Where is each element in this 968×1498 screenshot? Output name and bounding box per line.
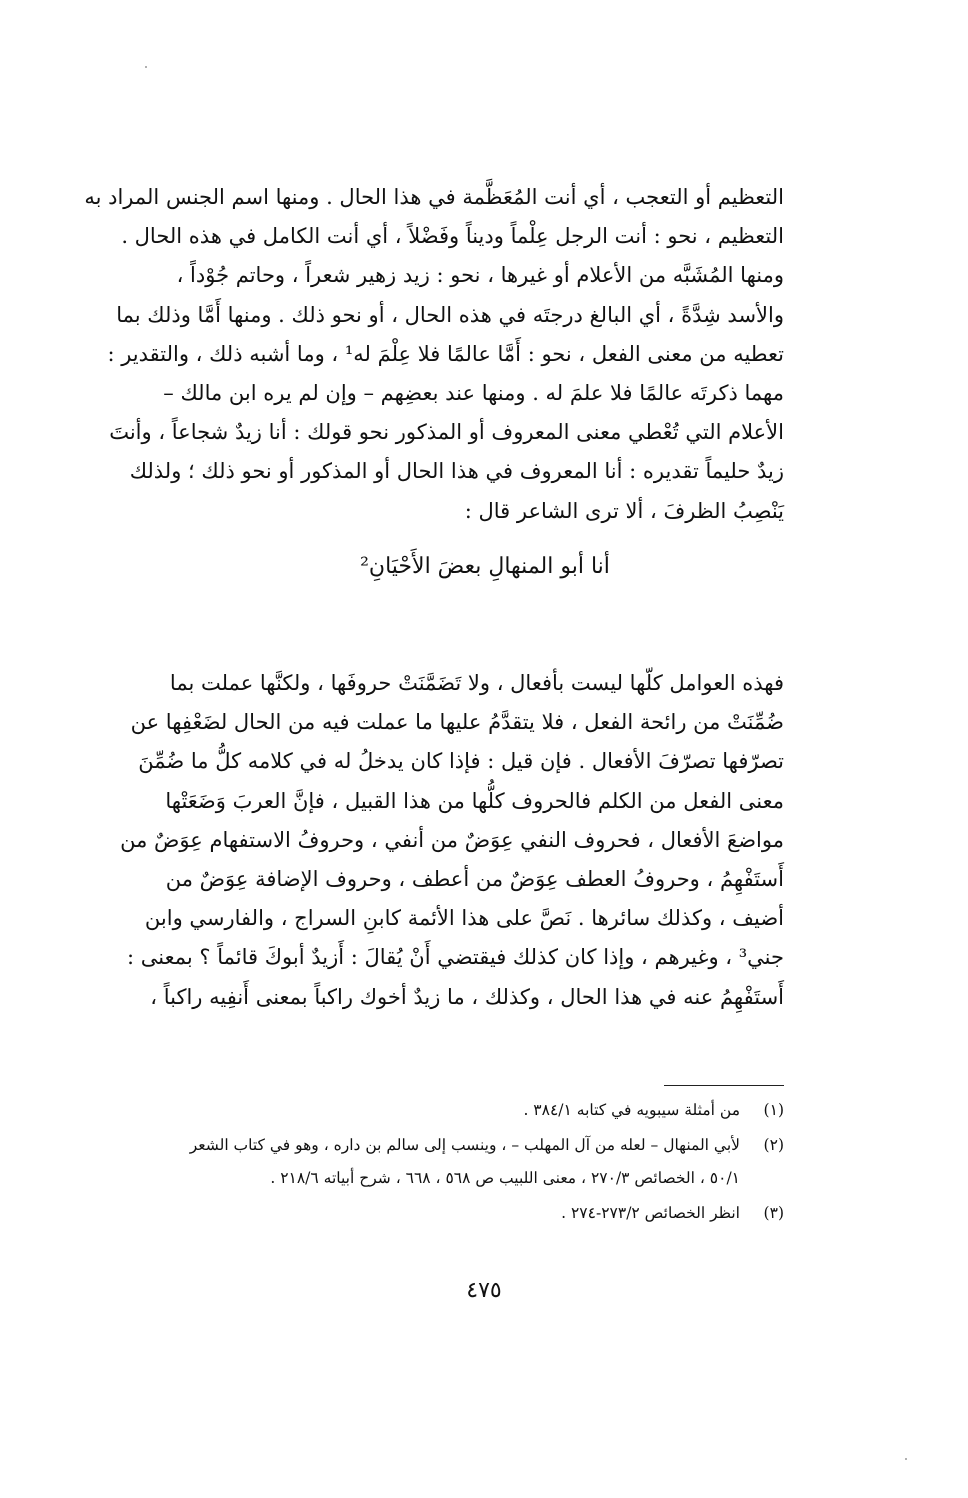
footnote-number: (٢) [763, 1136, 784, 1154]
footnote [196, 1094, 784, 1127]
footnote-text: من أمثلة سيبويه في كتابه ٣٨٤/١ . [523, 1101, 740, 1119]
text-line: الأعلام التي تُعْطي معنى المعروف أو المذكور نحو قولك : أنا زيدٌ شجاعاً ، وأنتَ [109, 420, 784, 445]
text-line: معنى الفعل من الكلم فالحروف كلُّها من هذا القبيل ، فإنَّ العربَ وَضَعَتْها [165, 788, 784, 813]
text-line: مهما ذكرتَه عالمًا فلا علمَ له . ومنها عند بعضِهم – وإن لم يره ابن مالك – [163, 380, 784, 405]
footnote-text: انظر الخصائص ٢٧٣/٢-٢٧٤ . [561, 1204, 740, 1222]
text-line: ضُمِّنَتْ من رائحة الفعل ، فلا يتقدَّمُ عليها ما عملت فيه من الحال لضَعْفِها عن [130, 710, 784, 735]
page-number: ٤٧٥ [466, 1278, 502, 1303]
text-line: تعطيه من معنى الفعل ، نحو : أَمَّا عالمًا فلا عِلْمَ له¹ ، وما أشبه ذلك ، والتقدير : [107, 341, 784, 366]
poetry-verse: أنا أبو المنهالِ بعضَ الأَحْيَانِ² [360, 553, 610, 579]
text-line: أَستَفْهِمُ ، وحروفُ العطف عِوَضٌ من أعطف ، وحروف الإضافة عِوَضٌ من [165, 866, 784, 891]
text-line: أضيف ، وكذلك سائرها . نَصَّ على هذا الأئمة كابنِ السراج ، والفارسي وابن [144, 906, 784, 931]
footnote-number: (١) [763, 1101, 784, 1119]
main-text-lower [120, 664, 784, 1017]
text-line: التعظيم أو التعجب ، أي أنت المُعَظَّمة في هذا الحال . ومنها اسم الجنس المراد به [84, 185, 784, 209]
footnotes [189, 1094, 784, 1232]
text-line: مواضعَ الأفعال ، فحروف النفي عِوَضٌ من أنفي ، وحروفُ الاستفهام عِوَضٌ من [120, 827, 784, 852]
footnote-text: ٥٠/١ ، الخصائص ٢٧٠/٣ ، معنى اللبيب ص ٥٦٨ ، ٦٦٨ ، شرح أبياته ٢١٨/٦ . [270, 1169, 740, 1187]
text-line: ومنها المُشَبَّه من الأعلام أو غيرها ، نحو : زيد زهير شعراً ، وحاتم جُوْداً ، [176, 263, 784, 288]
text-line: تصرّفها تصرّفَ الأفعال . فإن قيل : فإذا كان يدخلُ له في كلامه كلُّ ما ضُمِّنَ [138, 749, 784, 774]
scan-speck [145, 66, 147, 68]
footnote [189, 1129, 784, 1195]
footnote-divider [664, 1085, 784, 1086]
text-line: جني³ ، وغيرهم ، وإذا كان كذلك فيقتضي أَنْ يُقالَ : أَزيدٌ أبوكَ قائماً ؟ بمعنى : [127, 945, 784, 970]
main-text-upper [84, 178, 784, 597]
text-line: والأسد شِدَّةً ، أي البالغ درجتَه في هذه الحال ، أو نحو ذلك . ومنها أَمَّا وذلك بما [116, 302, 784, 327]
text-line: فهذه العوامل كلّها ليست بأفعال ، ولا تَضَمَّنَتْ حروفَها ، ولكنَّها عملت بما [169, 671, 784, 695]
text-line: التعظيم ، نحو : أنت الرجل عِلْماً وديناً وفَضْلاً ، أي أنت الكامل في هذه الحال . [121, 224, 784, 249]
footnote [196, 1197, 784, 1230]
footnote-number: (٣) [763, 1204, 784, 1222]
scan-speck [905, 1458, 907, 1460]
footnote-text: لأبي المنهال – لعله من آل المهلب – ، وينسب إلى سالم بن داره ، وهو في كتاب الشعر [189, 1136, 740, 1154]
text-line: أَستَفْهِمُ عنه في هذا الحال ، وكذلك ، ما زيدٌ أخوك راكباً بمعنى أَنفِيه راكباً ، [150, 984, 784, 1009]
text-line: يَنْصِبُ الظرفَ ، ألا ترى الشاعر قال : [464, 498, 784, 523]
text-line: زيدٌ حليماً تقديره : أنا المعروف في هذا الحال أو المذكور أو نحو ذلك ؛ ولذلك [129, 459, 784, 484]
